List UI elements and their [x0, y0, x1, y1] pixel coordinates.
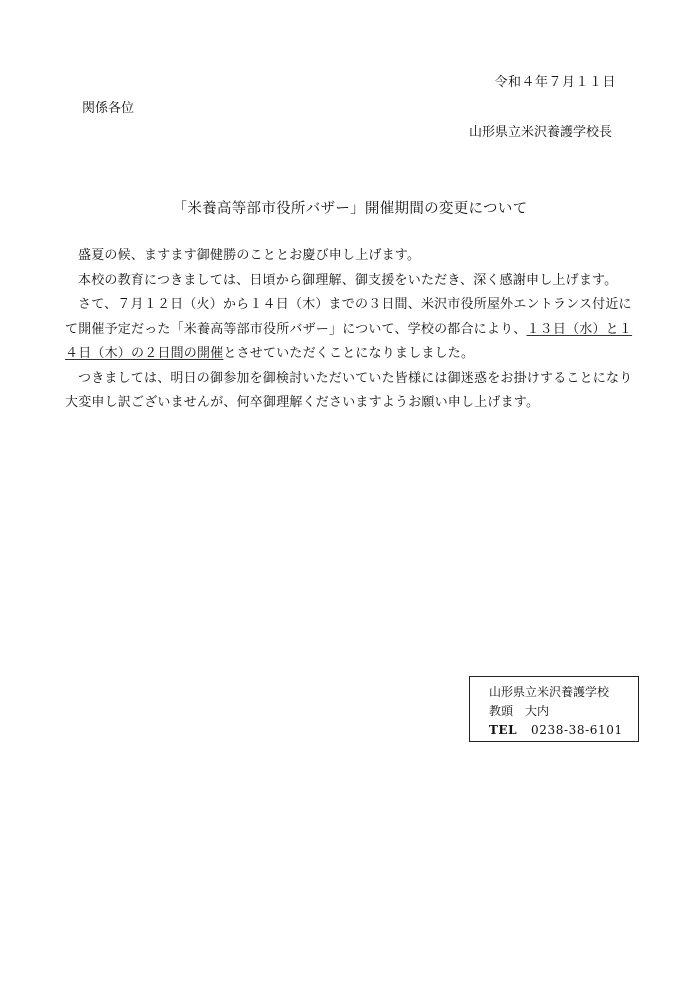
- paragraph-apology: つきましては、明日の御参加を御検討いただいていた皆様には御迷惑をお掛けすることになり大変申し訳ございませんが、何卒御理解くださいますようお願い申し上げます。: [65, 370, 633, 410]
- sender: 山形県立米沢養護学校長: [468, 125, 612, 140]
- phone-label: TEL: [489, 723, 518, 737]
- document-body: [65, 244, 635, 416]
- paragraph-greeting: 盛夏の候、ますます御健勝のこととお慶び申し上げます。: [78, 248, 421, 263]
- recipient: 関係各位: [82, 101, 135, 116]
- contact-person: 教頭 大内: [489, 704, 550, 718]
- document-date: 令和４年７月１１日: [494, 75, 616, 90]
- new-schedule-highlight: １３日（水）と１４日（木）の２日間の開催: [65, 321, 633, 361]
- phone-number: 0238-38-6101: [531, 723, 623, 737]
- contact-phone: [489, 721, 638, 740]
- contact-box: [469, 676, 639, 742]
- announcement-text-end: とさせていただくことになりましました。: [223, 346, 475, 361]
- document-title: 「米養高等部市役所バザー」開催期間の変更について: [172, 201, 528, 217]
- contact-school: 山形県立米沢養護学校: [489, 685, 610, 699]
- paragraph-thanks: 本校の教育につきましては、日頃から御理解、御支援をいただき、深く感謝申し上げます。: [78, 272, 618, 288]
- paragraph-announcement: [65, 293, 635, 367]
- announcement-text: さて、７月１２日（火）から１４日（木）までの３日間、米沢市役所屋外エントランス付近にて開催予定だった「米養高等部市役所バザー」について、学校の都合により、: [65, 297, 632, 337]
